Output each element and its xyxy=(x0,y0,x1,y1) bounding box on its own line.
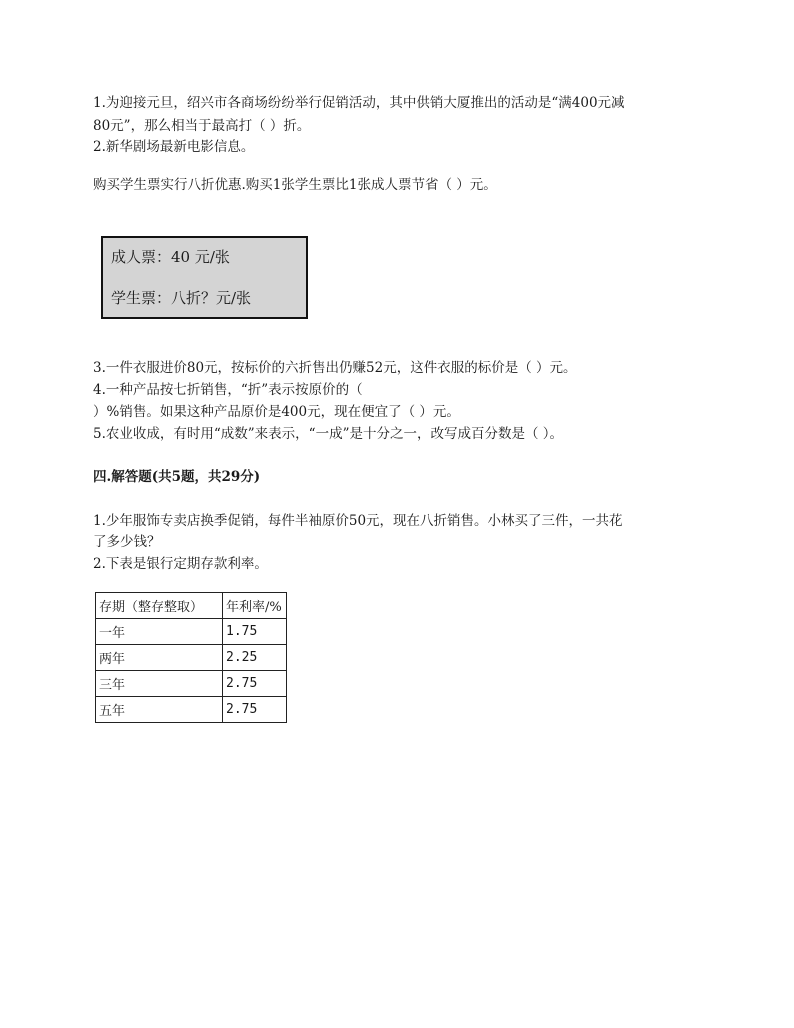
answer-question-1-line-1: 1.少年服饰专卖店换季促销，每件半袖原价50元，现在八折销售。小林买了三件，一共花 xyxy=(93,513,623,529)
answer-question-2: 2.下表是银行定期存款利率。 xyxy=(93,556,268,572)
question-2-title: 2.新华剧场最新电影信息。 xyxy=(93,139,255,155)
rate-cell: 2.75 xyxy=(223,697,287,723)
header-term: 存期（整存整取） xyxy=(96,593,223,619)
ticket-intro: 购买学生票实行八折优惠.购买1张学生票比1张成人票节省（ ）元。 xyxy=(93,177,497,193)
question-4-line-2: ）%销售。如果这种产品原价是400元，现在便宜了（ ）元。 xyxy=(93,404,460,420)
answer-question-1-line-2: 了多少钱？ xyxy=(93,534,161,550)
question-1-line-2: 80元”，那么相当于最高打（ ）折。 xyxy=(93,118,311,134)
section-title: 四.解答题(共5题，共29分) xyxy=(93,469,261,485)
term-cell: 三年 xyxy=(96,671,223,697)
question-1-line-1: 1.为迎接元旦，绍兴市各商场纷纷举行促销活动，其中供销大厦推出的活动是“满400元减 xyxy=(93,95,625,111)
rate-cell: 2.75 xyxy=(223,671,287,697)
question-4-line-1: 4.一种产品按七折销售，“折”表示按原价的（ xyxy=(93,382,363,398)
rate-cell: 1.75 xyxy=(223,619,287,645)
table-row xyxy=(96,671,287,697)
term-cell: 一年 xyxy=(96,619,223,645)
question-5: 5.农业收成，有时用“成数”来表示，“一成”是十分之一，改写成百分数是（ ）。 xyxy=(93,426,564,442)
deposit-rate-table xyxy=(95,592,287,723)
term-cell: 两年 xyxy=(96,645,223,671)
header-rate: 年利率/% xyxy=(223,593,287,619)
table-header-row xyxy=(96,593,287,619)
table-row xyxy=(96,645,287,671)
table-row xyxy=(96,619,287,645)
student-ticket-price: 学生票：八折？元/张 xyxy=(111,289,252,307)
rate-cell: 2.25 xyxy=(223,645,287,671)
question-3: 3.一件衣服进价80元，按标价的六折售出仍赚52元，这件衣服的标价是（ ）元。 xyxy=(93,360,577,376)
term-cell: 五年 xyxy=(96,697,223,723)
ticket-price-box xyxy=(101,236,308,319)
adult-ticket-price: 成人票：40 元/张 xyxy=(111,248,230,266)
table-row xyxy=(96,697,287,723)
